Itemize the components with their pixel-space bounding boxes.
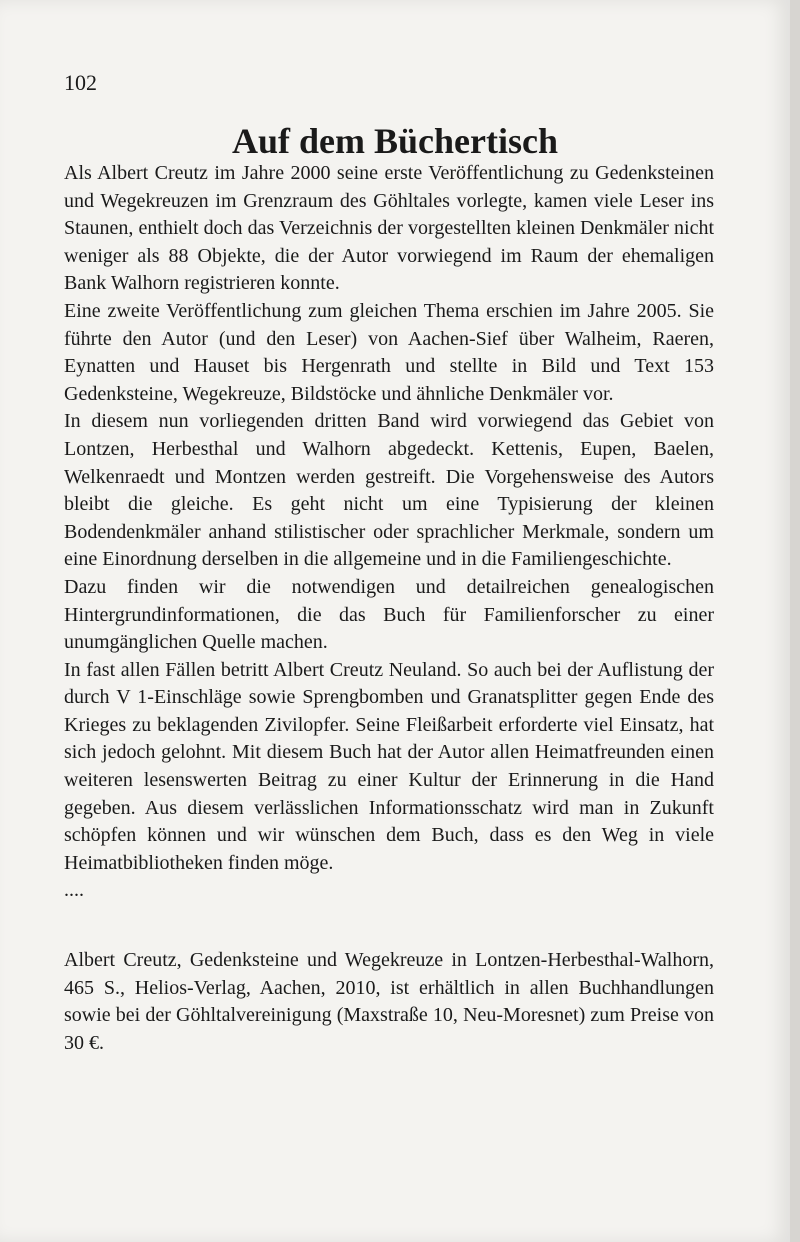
ellipsis-separator: .... (64, 879, 84, 902)
paragraph-4: Dazu finden wir die notwendigen und detailreichen genealogischen Hintergrundinformationen, die das Buch für Familienforscher zu einer unumgänglichen Quelle machen. (64, 575, 714, 654)
article-title: Auf dem Büchertisch (232, 121, 558, 162)
paragraph-3: In diesem nun vorliegenden dritten Band wird vorwiegend das Gebiet von Lontzen, Herbesthal und Walhorn abgedeckt. Kettenis, Eupen, Baelen, Welkenraedt und Montzen werden gestreift. Die Vorgehensweise des Autors bleibt die gleiche. Es geht nicht um eine Typisierung der kleinen Bodendenkmäler anhand stilistischer oder sprachlicher Merkmale, sondern um eine Einordnung derselben in die allgemeine und in die Familiengeschichte. (64, 410, 714, 571)
article-body (64, 160, 714, 1057)
paragraph-1: Als Albert Creutz im Jahre 2000 seine erste Veröffentlichung zu Gedenksteinen und Wegekreuzen im Grenzraum des Göhltales vorlegte, kamen viele Leser ins Staunen, enthielt doch das Verzeichnis der vorgestellten kleinen Denkmäler nicht weniger als 88 Objekte, die der Autor vorwiegend im Raum der ehemaligen Bank Walhorn registrieren konnte. (64, 162, 714, 295)
book-note: Albert Creutz, Gedenksteine und Wegekreuze in Lontzen-Herbesthal-Walhorn, 465 S., Helios-Verlag, Aachen, 2010, ist erhältlich in allen Buchhandlungen sowie bei der Göhltalvereinigung (Maxstraße 10, Neu-Moresnet) zum Preise von 30 €. (64, 949, 714, 1054)
paragraph-2: Eine zweite Veröffentlichung zum gleichen Thema erschien im Jahre 2005. Sie führte den Autor (und den Leser) von Aachen-Sief über Walheim, Raeren, Eynatten und Hauset bis Hergenrath und stellte in Bild und Text 153 Gedenksteine, Wegekreuze, Bildstöcke und ähnliche Denkmäler vor. (64, 299, 714, 405)
page-number: 102 (64, 70, 97, 95)
paragraph-5: In fast allen Fällen betritt Albert Creutz Neuland. So auch bei der Auflistung der durch V 1-Einschläge sowie Sprengbomben und Granatsplitter gegen Ende des Krieges zu beklagenden Zivilopfer. Seine Fleißarbeit erforderte viel Einsatz, hat sich jedoch gelohnt. Mit diesem Buch hat der Autor allen Heimatfreunden einen weiteren lesenswerten Beitrag zu einer Kultur der Erinnerung in die Hand gegeben. Aus diesem verlässlichen Informationsschatz wird man in Zukunft schöpfen können und wir wünschen dem Buch, dass es den Weg in viele Heimatbibliotheken finden möge. (64, 658, 714, 874)
